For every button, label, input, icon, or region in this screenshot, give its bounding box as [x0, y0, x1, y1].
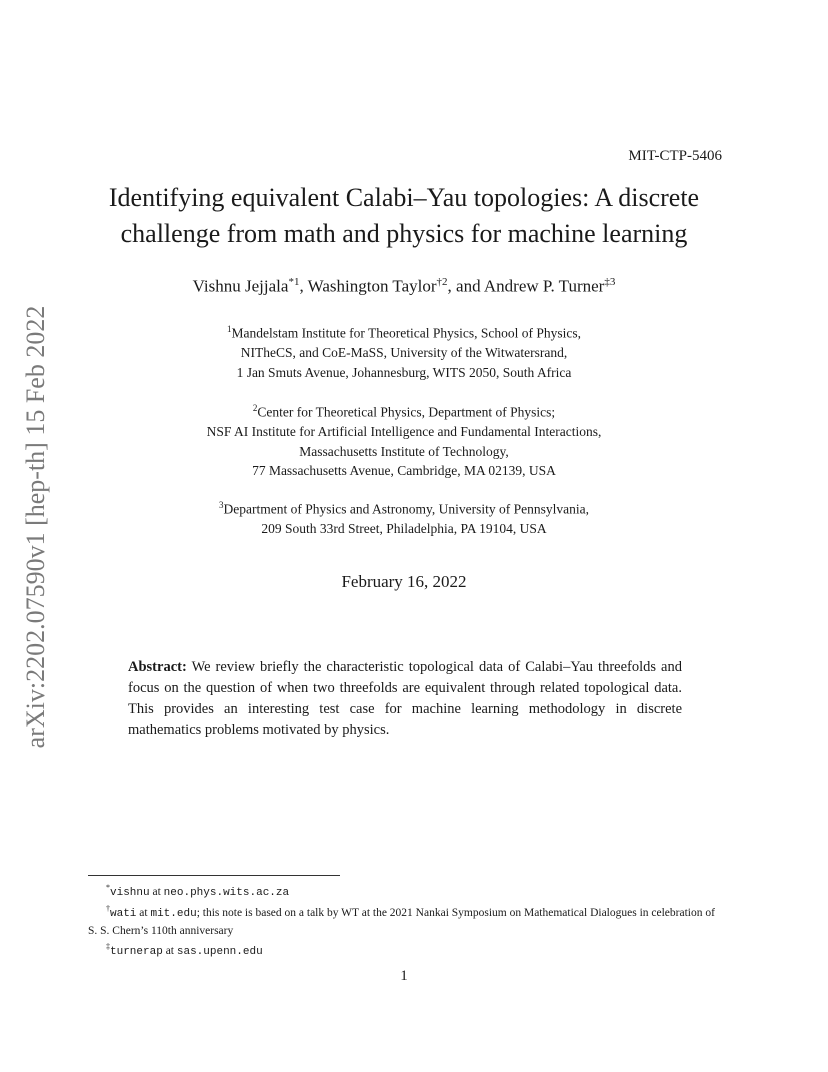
author-mark: †2 [436, 276, 448, 288]
publication-date: February 16, 2022 [341, 572, 467, 591]
footnote-2 [88, 901, 722, 939]
affiliation-1 [0, 320, 808, 382]
abstract-text: We review briefly the characteristic topological data of Calabi–Yau threefolds and focus on the question of when two threefolds are equivalent through related topological data. This provides an interesting test case for machine learning methodology in discrete mathematics problems motivated by physics. [128, 659, 682, 738]
author-separator: , and [447, 276, 484, 296]
footnote-text: ; this note is based on a talk by WT at the 2021 Nankai Symposium on Mathematical Dialogues in celebration of S. S. Chern’s 110th anniversary [88, 907, 715, 937]
email-user: turnerap [110, 945, 163, 958]
affiliation-mark: 1 [226, 324, 232, 334]
footnote-mark: † [106, 904, 110, 914]
email-user: vishnu [110, 886, 150, 899]
author-name: Washington Taylor [307, 276, 437, 296]
author-name: Vishnu Jejjala [192, 276, 289, 296]
affiliation-line: NSF AI Institute for Artificial Intelligence and Fundamental Interactions, [206, 424, 602, 439]
email-domain: neo.phys.wits.ac.za [163, 886, 290, 899]
footnote-3 [88, 939, 722, 960]
abstract-label: Abstract: [128, 659, 187, 675]
page-number: 1 [400, 968, 408, 984]
affiliation-line: Massachusetts Institute of Technology, [299, 443, 509, 459]
email-user: wati [110, 908, 137, 921]
author-mark: *1 [288, 276, 300, 288]
email-at: at [136, 907, 151, 920]
report-number: MIT-CTP-5406 [628, 148, 722, 164]
affiliation-mark: 2 [252, 403, 258, 413]
affiliation-line: NITheCS, and CoE-MaSS, University of the Witwatersrand, [240, 345, 568, 360]
title-line-2: challenge from math and physics for machine learning [120, 219, 688, 248]
affiliation-line: Mandelstam Institute for Theoretical Physics, School of Physics, [231, 325, 582, 341]
email-at: at [162, 944, 177, 957]
affiliation-2 [0, 399, 808, 481]
affiliation-line: 77 Massachusetts Avenue, Cambridge, MA 02139, USA [252, 463, 556, 478]
affiliation-3 [0, 496, 808, 539]
footnotes [88, 880, 722, 960]
affiliation-line: 1 Jan Smuts Avenue, Johannesburg, WITS 2050, South Africa [236, 364, 572, 380]
footnote-mark: ‡ [106, 942, 110, 952]
arxiv-identifier: arXiv:2202.07590v1 [hep-th] 15 Feb 2022 [21, 305, 50, 749]
paper-title [0, 180, 808, 252]
email-domain: mit.edu [150, 908, 197, 921]
footnote-mark: * [106, 883, 110, 892]
footnote-rule [88, 875, 340, 876]
abstract [128, 657, 682, 741]
author-separator: , [299, 276, 308, 296]
email-at: at [149, 885, 164, 898]
author-mark: ‡3 [604, 276, 616, 288]
footnote-1 [88, 880, 722, 901]
affiliation-line: 209 South 33rd Street, Philadelphia, PA 19104, USA [261, 521, 547, 536]
affiliation-line: Department of Physics and Astronomy, University of Pennsylvania, [223, 501, 589, 517]
author-list [0, 276, 808, 297]
affiliation-mark: 3 [219, 500, 224, 510]
author-name: Andrew P. Turner [483, 276, 605, 296]
email-domain: sas.upenn.edu [176, 945, 263, 958]
title-line-1: Identifying equivalent Calabi–Yau topologies: A discrete [108, 183, 700, 212]
affiliation-line: Center for Theoretical Physics, Department of Physics; [257, 404, 556, 420]
